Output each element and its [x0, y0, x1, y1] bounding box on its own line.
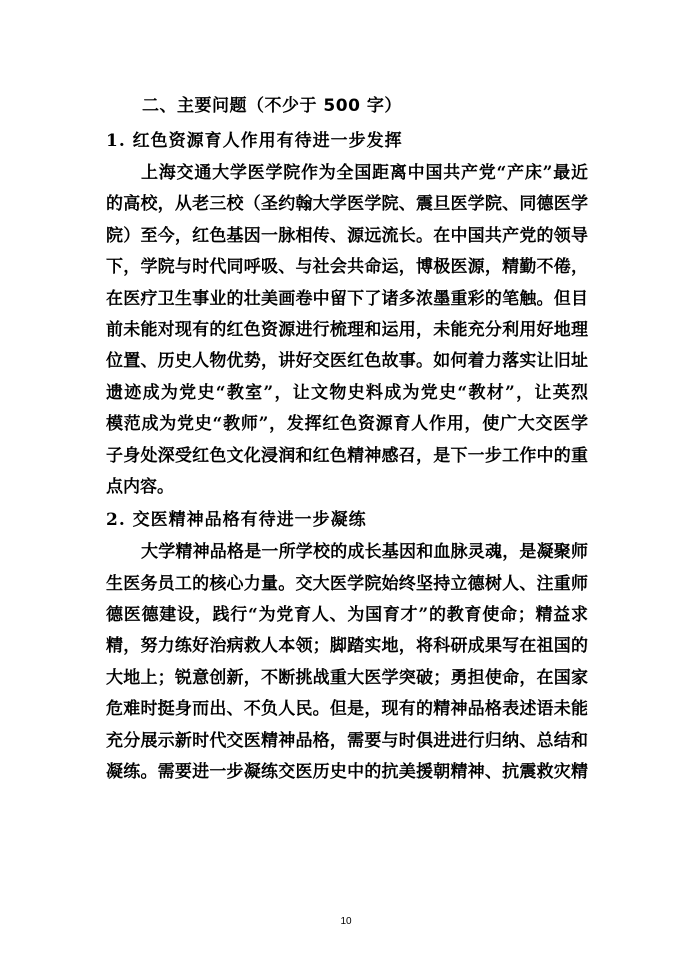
paragraph-line: 精，努力练好治病救人本领；脚踏实地，将科研成果写在祖国的	[106, 636, 588, 657]
paragraph-line: 充分展示新时代交医精神品格，需要与时俱进进行归纳、总结和	[106, 730, 588, 751]
paragraph-spirit	[106, 537, 588, 788]
section-title: 二、主要问题（不少于 500 字）	[142, 96, 402, 116]
paragraph-line: 院）至今，红色基因一脉相传、源远流长。在中国共产党的领导	[106, 225, 588, 246]
paragraph-line: 遗迹成为党史“教室”，让文物史料成为党史“教材”，让英烈	[106, 382, 588, 403]
page-number: 10	[340, 916, 352, 927]
paragraph-line: 子身处深受红色文化浸润和红色精神感召，是下一步工作中的重	[106, 445, 588, 466]
paragraph-line: 大地上；锐意创新，不断挑战重大医学突破；勇担使命，在国家	[106, 667, 588, 688]
paragraph-line: 点内容。	[106, 476, 174, 497]
paragraph-line: 凝练。需要进一步凝练交医历史中的抗美援朝精神、抗震救灾精	[106, 762, 588, 783]
paragraph-line: 大学精神品格是一所学校的成长基因和血脉灵魂，是凝聚师	[141, 542, 588, 563]
paragraph-line: 的高校，从老三校（圣约翰大学医学院、震旦医学院、同德医学	[106, 194, 588, 215]
paragraph-line: 模范成为党史“教师”，发挥红色资源育人作用，使广大交医学	[106, 414, 588, 435]
paragraph-line: 危难时挺身而出、不负人民。但是，现有的精神品格表述语未能	[106, 699, 588, 720]
subsection-heading-2: 2. 交医精神品格有待进一步凝练	[106, 510, 367, 531]
paragraph-line: 德医德建设，践行“为党育人、为国育才”的教育使命；精益求	[106, 605, 588, 626]
paragraph-line: 上海交通大学医学院作为全国距离中国共产党“产床”最近	[141, 163, 588, 183]
subsection-heading-1: 1. 红色资源育人作用有待进一步发挥	[106, 131, 403, 151]
paragraph-line: 位置、历史人物优势，讲好交医红色故事。如何着力落实让旧址	[106, 351, 588, 372]
paragraph-line: 在医疗卫生事业的壮美画卷中留下了诸多浓墨重彩的笔触。但目	[106, 288, 588, 309]
paragraph-line: 生医务员工的核心力量。交大医学院始终坚持立德树人、注重师	[106, 573, 588, 594]
paragraph-line: 前未能对现有的红色资源进行梳理和运用，未能充分利用好地理	[106, 319, 588, 340]
paragraph-line: 下，学院与时代同呼吸、与社会共命运，博极医源，精勤不倦，	[106, 257, 588, 278]
page-content	[106, 88, 588, 788]
paragraph-red-resources	[106, 158, 588, 503]
